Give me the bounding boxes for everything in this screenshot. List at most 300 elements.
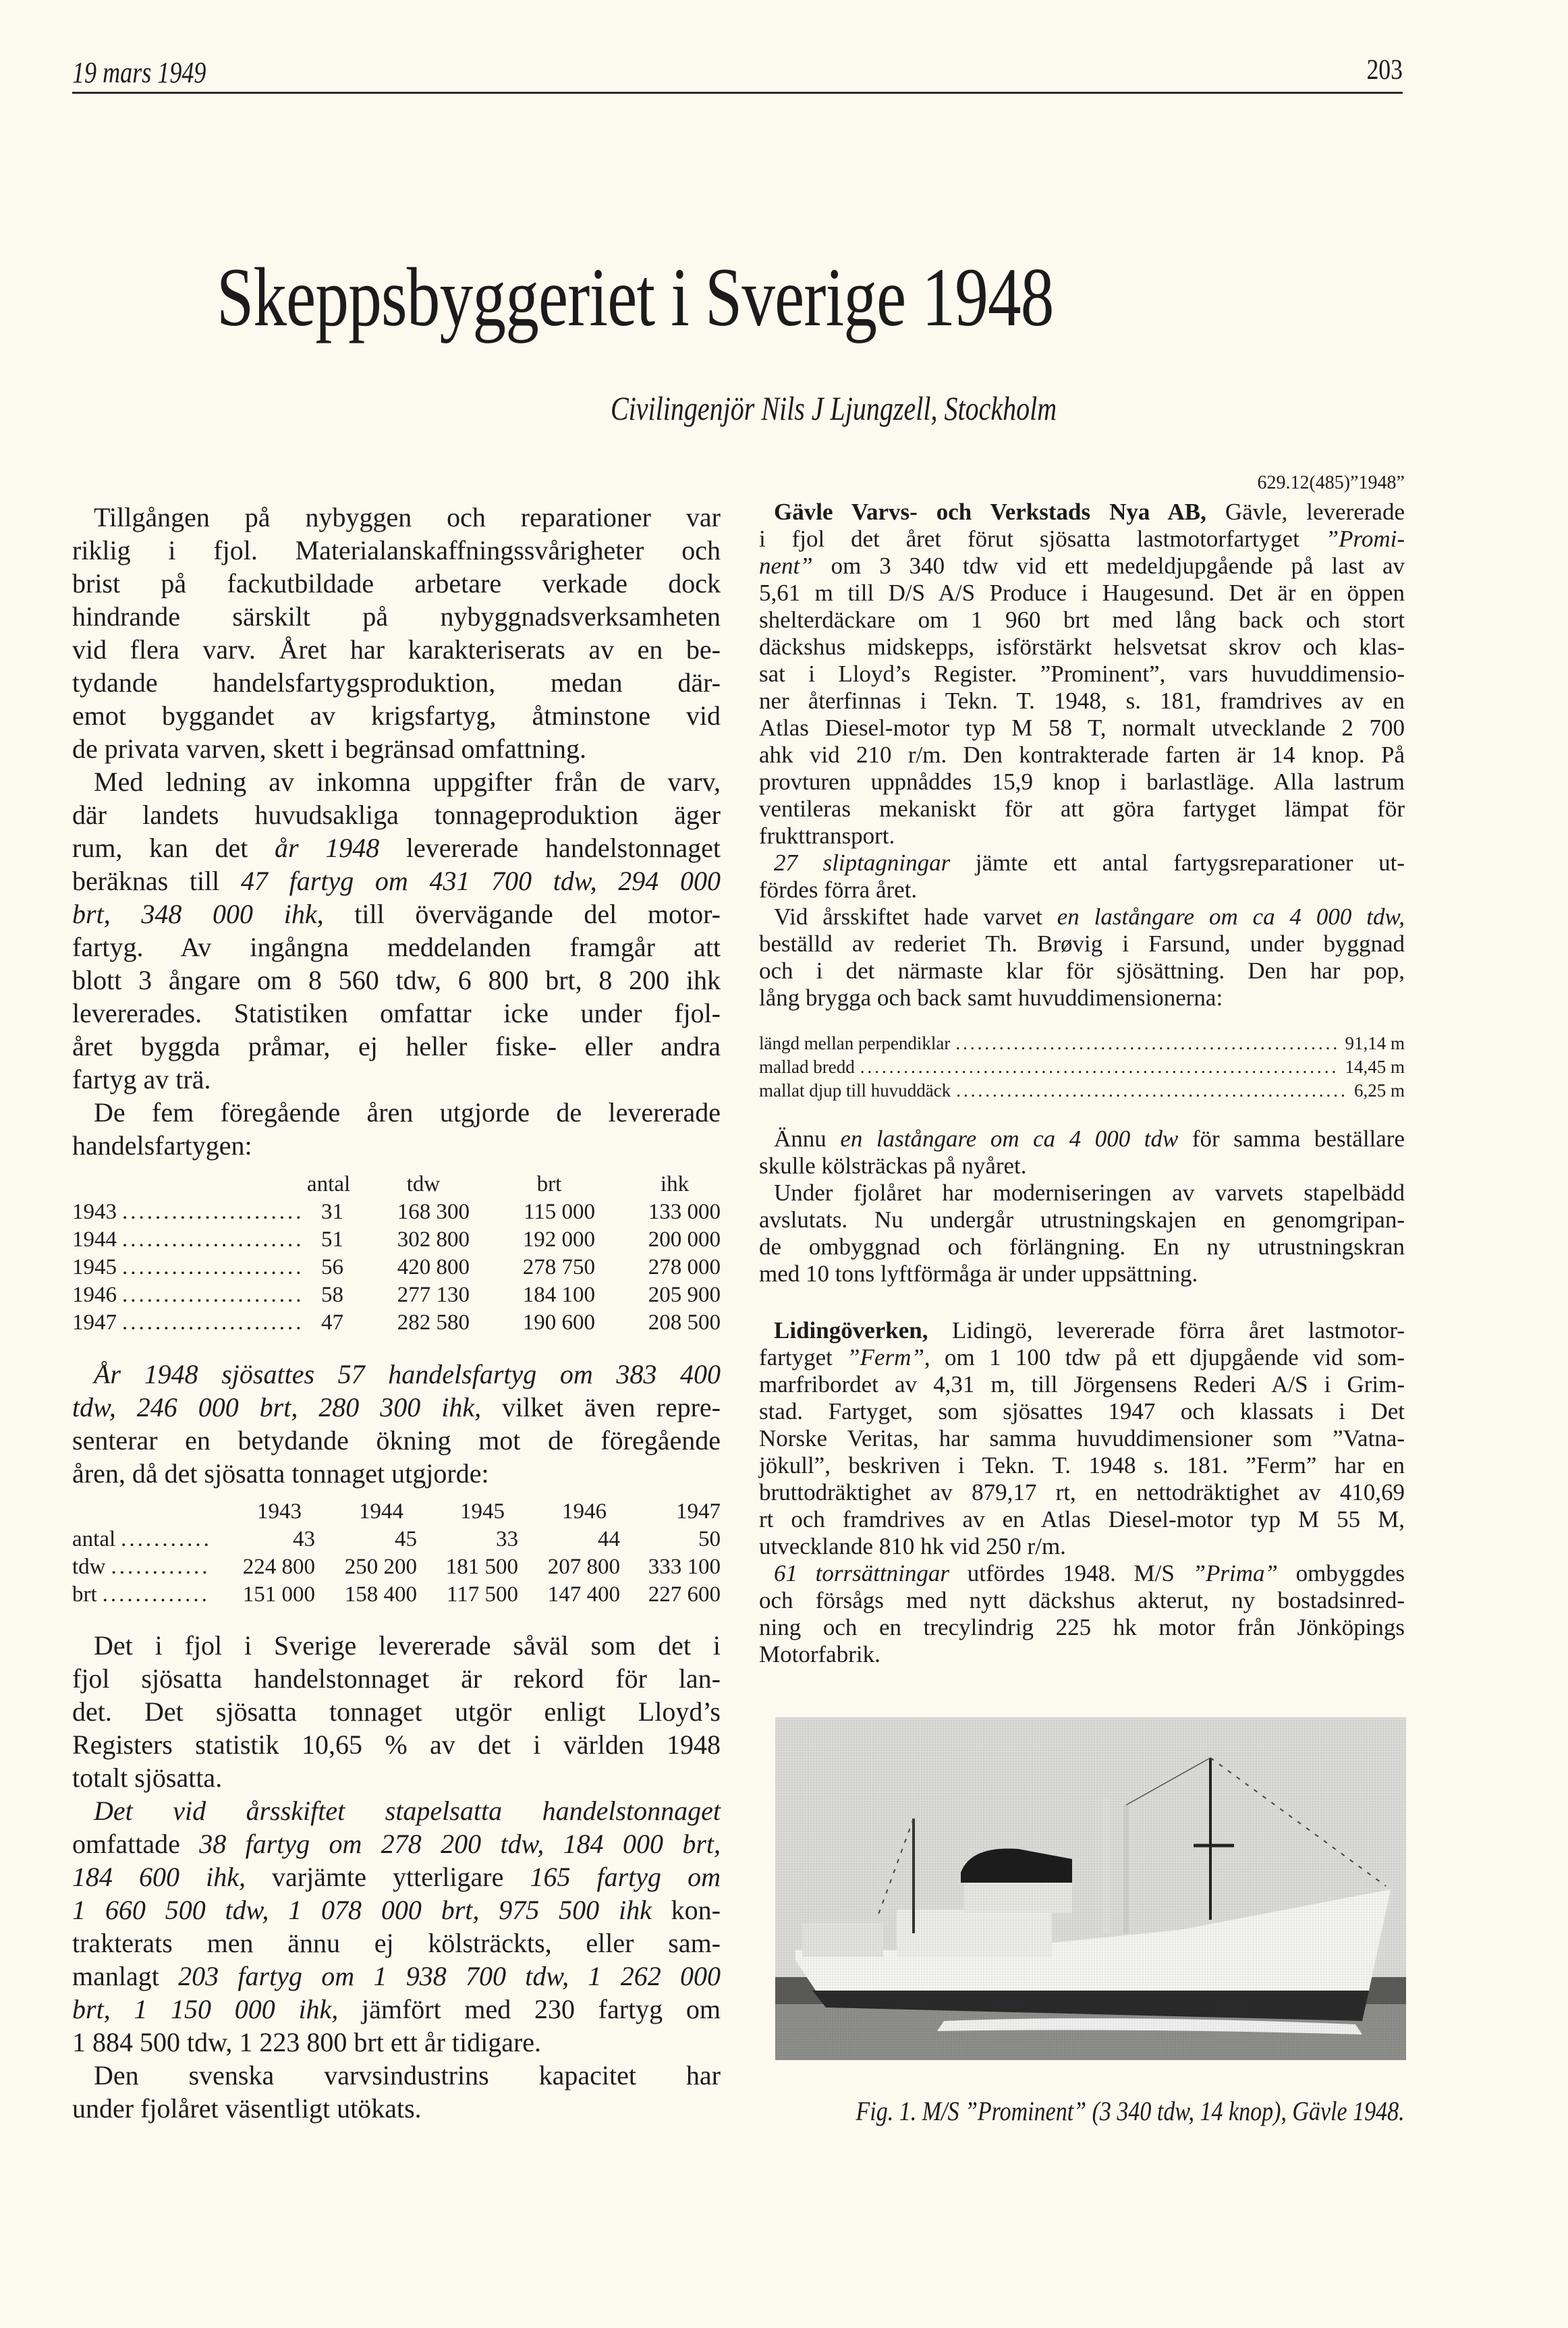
text-run: däckshus midskepps, isförstärkt helsvetsat skrov och klas- <box>759 634 1405 660</box>
dot-leader <box>122 1200 302 1225</box>
text-line <box>72 1030 721 1063</box>
text-run: i fjol det året förut sjösatta lastmotorfartyget <box>759 526 1326 552</box>
text-run: och försågs med nytt däckshus akterut, ny bostadsinred- <box>759 1587 1405 1613</box>
text-run: för samma beställare <box>1178 1126 1405 1152</box>
table-row <box>72 1198 721 1226</box>
text-line <box>72 1695 721 1728</box>
italic-text-run: 61 torrsättningar <box>774 1560 950 1586</box>
text-line <box>759 877 1405 904</box>
text-run: Lidingö, levererade förra året lastmotor- <box>928 1317 1405 1343</box>
value-cell: 44 <box>598 1527 620 1551</box>
paragraph <box>759 499 1405 850</box>
paragraph <box>72 1096 721 1162</box>
text-run: senterar en betydande ökning mot de föregående <box>72 1425 721 1456</box>
text-line <box>759 1126 1405 1153</box>
text-run: det. Det sjösatta tonnaget utgör enligt Lloyd’s <box>72 1696 721 1727</box>
text-run: shelterdäckare om 1 960 brt med lång back och stort <box>759 607 1405 633</box>
text-line <box>72 765 721 798</box>
paragraph <box>72 765 721 1096</box>
right-column-text-2 <box>759 1126 1405 1287</box>
year-label: 1943 <box>72 1200 117 1224</box>
text-run: frukttransport. <box>759 823 895 849</box>
text-run: fördes förra året. <box>759 877 918 903</box>
col-header-year: 1945 <box>460 1499 505 1524</box>
cell-ihk: 133 000 <box>648 1200 721 1224</box>
text-run: Tillgången på nybyggen och reparationer var <box>94 502 721 532</box>
text-run: Med ledning av inkomna uppgifter från de varv, <box>94 767 721 797</box>
article-title: Skeppsbyggeriet i Sverige 1948 <box>217 251 1054 343</box>
label-cell <box>72 1526 214 1553</box>
text-run: ning och en trecylindrig 225 hk motor från Jönköpings <box>759 1614 1405 1640</box>
year-label: 1945 <box>72 1255 117 1279</box>
text-line <box>759 1479 1405 1506</box>
col-header-year: 1946 <box>562 1499 607 1524</box>
italic-text-run: 203 fartyg om 1 938 700 tdw, 1 262 000 <box>178 1961 721 1991</box>
text-run: blott 3 ångare om 8 560 tdw, 6 800 brt, 8 200 ihk <box>72 965 721 995</box>
col-header-ihk: ihk <box>660 1172 690 1196</box>
year-leader <box>72 1200 307 1225</box>
text-line <box>759 1317 1405 1344</box>
text-line <box>759 1641 1405 1668</box>
text-run: Ännu <box>774 1126 841 1152</box>
text-run: fartyg. Av ingångna meddelanden framgår att <box>72 932 721 962</box>
text-line <box>759 1587 1405 1614</box>
col-header-antal: antal <box>307 1172 351 1196</box>
text-run: utfördes 1948. M/S <box>949 1560 1193 1586</box>
text-run: bruttodräktighet av 879,17 rt, en nettodräktighet av 410,69 <box>759 1479 1405 1505</box>
bold-company-name: Lidingöverken, <box>774 1317 928 1343</box>
text-run: omfattade <box>72 1829 200 1859</box>
cell-tdw: 420 800 <box>397 1255 470 1279</box>
text-line <box>72 1358 721 1391</box>
text-line <box>759 634 1405 661</box>
col-header-year: 1943 <box>257 1499 302 1524</box>
text-run: fjol sjösatta handelstonnaget är rekord för lan- <box>72 1663 721 1694</box>
text-line <box>759 742 1405 769</box>
text-line <box>759 985 1405 1011</box>
text-line <box>759 1153 1405 1180</box>
italic-text-run: en lastångare om ca 4 000 tdw, <box>1057 904 1405 930</box>
year-leader <box>72 1283 307 1308</box>
empty-header-cell <box>72 1498 214 1526</box>
text-line <box>72 964 721 997</box>
launched-ships-table <box>72 1498 721 1609</box>
text-line <box>759 1560 1405 1587</box>
cell-antal: 56 <box>321 1255 343 1279</box>
dot-leader <box>122 1255 302 1280</box>
italic-text-run: 1 660 500 tdw, 1 078 000 brt, 975 500 ihk <box>72 1895 652 1925</box>
value-cell: 158 400 <box>344 1582 417 1607</box>
cell-brt: 115 000 <box>523 1200 595 1224</box>
paragraph <box>759 1560 1405 1668</box>
col-header-brt: brt <box>536 1172 562 1196</box>
text-run: provturen uppnåddes 15,9 knop i barlastläge. Alla lastrum <box>759 769 1405 795</box>
text-line <box>72 666 721 699</box>
dot-leader <box>955 1032 1339 1055</box>
dot-leader <box>121 1527 208 1552</box>
year-cell <box>72 1254 307 1281</box>
italic-text-run: år 1948 <box>275 833 380 863</box>
text-run: Gävle, levererade <box>1206 499 1405 525</box>
text-line <box>72 1827 721 1860</box>
table-row <box>72 1553 721 1581</box>
text-run: Den svenska varvsindustrins kapacitet har <box>94 2060 721 2090</box>
text-line <box>72 633 721 666</box>
cell-tdw: 168 300 <box>397 1200 470 1224</box>
dot-leader <box>103 1582 208 1607</box>
cell-ihk: 208 500 <box>648 1310 721 1335</box>
text-line <box>759 1398 1405 1425</box>
italic-text-run: 165 fartyg om <box>530 1862 721 1892</box>
text-run: ombyggdes <box>1277 1560 1405 1586</box>
text-run: jämte ett antal fartygsreparationer ut- <box>950 850 1405 876</box>
delivered-ships-table <box>72 1171 721 1337</box>
text-run: och i det närmaste klar för sjösättning. Den har pop, <box>759 958 1405 984</box>
dimension-row <box>759 1079 1405 1103</box>
value-cell: 50 <box>698 1527 721 1551</box>
italic-text-run: ”Prima” <box>1192 1560 1278 1586</box>
year-label: 1947 <box>72 1310 117 1335</box>
dot-leader <box>956 1079 1349 1103</box>
text-run: trakterats men ännu ej kölsträckts, eller sam- <box>72 1928 721 1958</box>
text-run: jökull”, beskriven i Tekn. T. 1948 s. 181. ”Ferm” har en <box>759 1452 1405 1478</box>
table-header-row <box>72 1498 721 1526</box>
paragraph <box>759 1180 1405 1287</box>
text-line <box>759 931 1405 958</box>
italic-text-run: brt, 1 150 000 ihk, <box>72 1994 339 2024</box>
year-leader <box>72 1227 307 1252</box>
dimension-value: 14,45 m <box>1345 1057 1405 1077</box>
text-line <box>72 600 721 633</box>
text-line <box>759 1614 1405 1641</box>
text-line <box>72 1960 721 1993</box>
text-run: med 10 tons lyftförmåga är under uppsättning. <box>759 1260 1198 1287</box>
text-line <box>72 831 721 864</box>
page-number: 203 <box>1366 55 1403 86</box>
text-line <box>72 2059 721 2092</box>
text-line <box>72 864 721 897</box>
cell-antal: 58 <box>321 1283 343 1307</box>
text-run: de ombyggnad och förlängning. En ny utrustningskran <box>759 1234 1405 1260</box>
row-label: antal <box>72 1527 116 1551</box>
value-cell: 147 400 <box>547 1582 620 1607</box>
value-cell: 207 800 <box>547 1555 620 1579</box>
text-run: manlagt <box>72 1961 179 1991</box>
dimension-row <box>759 1055 1405 1079</box>
text-run: skulle kölsträckas på nyåret. <box>759 1153 1027 1179</box>
text-line <box>72 1927 721 1960</box>
text-run: emot byggandet av krigsfartyg, åtminstone vid <box>72 700 721 731</box>
table-row <box>72 1309 721 1337</box>
year-cell <box>72 1226 307 1254</box>
text-line <box>759 796 1405 823</box>
year-leader <box>72 1255 307 1280</box>
text-run: De fem föregående åren utgjorde de levererade <box>94 1097 721 1128</box>
year-cell <box>72 1281 307 1309</box>
text-run: Vid årsskiftet hade varvet <box>774 904 1057 930</box>
dot-leader <box>111 1555 209 1580</box>
right-column-text-1 <box>759 499 1405 1011</box>
text-line <box>759 958 1405 985</box>
label-leader <box>72 1555 214 1580</box>
right-column-text-3 <box>759 1317 1405 1668</box>
text-line <box>759 1452 1405 1479</box>
text-line <box>759 904 1405 931</box>
text-line <box>72 2026 721 2059</box>
text-run: tydande handelsfartygsproduktion, medan där- <box>72 667 721 698</box>
text-run: handelsfartygen: <box>72 1130 252 1161</box>
year-label: 1944 <box>72 1227 117 1252</box>
table-row <box>72 1254 721 1281</box>
text-line <box>72 1860 721 1893</box>
article-byline: Civilingenjör Nils J Ljungzell, Stockholm <box>611 389 1057 427</box>
table-row <box>72 1526 721 1553</box>
dot-leader <box>122 1310 302 1335</box>
table-header-row <box>72 1171 721 1198</box>
text-run: totalt sjösatta. <box>72 1763 223 1793</box>
main-dimensions-list <box>759 1032 1405 1103</box>
running-header-date: 19 mars 1949 <box>72 56 206 89</box>
paragraph <box>72 2059 721 2125</box>
cell-ihk: 278 000 <box>648 1255 721 1279</box>
dot-leader <box>122 1283 302 1308</box>
text-line <box>759 823 1405 850</box>
text-run: ventileras mekaniskt för att göra fartyget lämpat för <box>759 796 1405 822</box>
text-run: jämfört med 230 fartyg om <box>338 1994 721 2024</box>
col-header-year: 1944 <box>359 1499 403 1524</box>
dimension-label: mallat djup till huvuddäck <box>759 1080 951 1101</box>
value-cell: 117 500 <box>446 1582 518 1607</box>
bold-company-name: Gävle Varvs- och Verkstads Nya AB, <box>774 499 1206 525</box>
italic-text-run: År 1948 sjösattes 57 handelsfartyg om 383 400 <box>94 1359 721 1389</box>
table-row <box>72 1581 721 1609</box>
year-cell <box>72 1309 307 1337</box>
italic-text-run: en lastångare om ca 4 000 tdw <box>840 1126 1179 1152</box>
text-run: året byggda pråmar, ej heller fiske- eller andra <box>72 1031 721 1061</box>
cell-ihk: 200 000 <box>648 1227 721 1252</box>
italic-text-run: nent” <box>759 553 813 579</box>
text-line <box>72 1063 721 1096</box>
text-line <box>72 1629 721 1662</box>
italic-text-run: ”Promi- <box>1325 526 1405 552</box>
dimension-row <box>759 1032 1405 1055</box>
dimension-value: 91,14 m <box>1345 1033 1405 1053</box>
text-line <box>72 1728 721 1761</box>
text-line <box>759 850 1405 877</box>
text-line <box>759 1234 1405 1260</box>
cell-brt: 190 600 <box>522 1310 595 1335</box>
italic-text-run: 47 fartyg om 431 700 tdw, 294 000 <box>240 866 721 896</box>
text-run: Atlas Diesel-motor typ M 58 T, normalt utvecklande 2 700 <box>759 715 1405 741</box>
left-column-text-3 <box>72 1629 721 2125</box>
dimension-label: mallad bredd <box>759 1057 855 1077</box>
text-line <box>759 688 1405 715</box>
text-run: levererade handelstonnaget <box>379 833 721 863</box>
text-line <box>72 1129 721 1162</box>
col-header-year: 1947 <box>676 1499 721 1524</box>
value-cell: 181 500 <box>445 1555 518 1579</box>
text-run: de privata varven, skett i begränsad omfattning. <box>72 733 586 764</box>
dimension-value: 6,25 m <box>1353 1080 1405 1101</box>
dot-leader <box>860 1055 1340 1079</box>
empty-header-cell <box>72 1171 307 1198</box>
paragraph <box>759 1317 1405 1560</box>
text-line <box>72 732 721 765</box>
italic-text-run: 184 600 ihk, <box>72 1862 246 1892</box>
text-line <box>759 1425 1405 1452</box>
col-header-tdw: tdw <box>406 1172 441 1196</box>
text-run: lång brygga och back samt huvuddimensionerna: <box>759 985 1223 1011</box>
text-line <box>759 1344 1405 1371</box>
paragraph <box>72 501 721 765</box>
ship-photo <box>775 1717 1406 2060</box>
text-line <box>72 1794 721 1827</box>
text-line <box>759 1506 1405 1533</box>
label-cell <box>72 1581 214 1609</box>
text-run: riklig i fjol. Materialanskaffningssvårigheter och <box>72 535 721 565</box>
text-line <box>759 715 1405 742</box>
text-line <box>72 931 721 964</box>
text-line <box>72 997 721 1030</box>
italic-text-run: brt, 348 000 ihk, <box>72 899 324 929</box>
paragraph <box>759 850 1405 904</box>
text-line <box>72 1662 721 1695</box>
cell-tdw: 282 580 <box>397 1310 470 1335</box>
text-line <box>72 798 721 831</box>
text-run: utvecklande 810 hk vid 250 r/m. <box>759 1533 1066 1559</box>
table-row <box>72 1226 721 1254</box>
value-cell: 43 <box>293 1527 315 1551</box>
text-line <box>72 897 721 931</box>
text-line <box>759 607 1405 634</box>
text-run: om 3 340 tdw vid ett medeldjupgående på last av <box>812 553 1405 579</box>
text-run: marfribordet av 4,31 m, till Jörgensens Rederi A/S i Grim- <box>759 1371 1405 1397</box>
left-column-text-1 <box>72 501 721 1162</box>
label-cell <box>72 1553 214 1581</box>
text-run: åren, då det sjösatta tonnaget utgjorde: <box>72 1458 489 1489</box>
cell-antal: 51 <box>321 1227 343 1252</box>
text-run: levererades. Statistiken omfattar icke under fjol- <box>72 998 721 1028</box>
label-leader <box>72 1527 214 1552</box>
paragraph <box>759 1126 1405 1180</box>
paragraph <box>759 904 1405 1011</box>
dot-leader <box>122 1227 302 1252</box>
text-run: varjämte ytterligare <box>245 1862 530 1892</box>
text-run: Norske Veritas, har samma huvuddimensioner som ”Vatna- <box>759 1425 1405 1451</box>
text-line <box>72 1096 721 1129</box>
cell-tdw: 302 800 <box>397 1227 470 1252</box>
text-line <box>759 580 1405 607</box>
italic-text-run: Det vid årsskiftet stapelsatta handelstonnaget <box>94 1796 721 1826</box>
row-label: tdw <box>72 1555 106 1579</box>
text-run: till övervägande del motor- <box>323 899 721 929</box>
text-line <box>759 526 1405 553</box>
text-run: ner återfinnas i Tekn. T. 1948, s. 181, framdrives av en <box>759 688 1405 714</box>
text-run: 5,61 m till D/S A/S Produce i Haugesund. Det är en öppen <box>759 580 1405 606</box>
text-run: rum, kan det <box>72 833 275 863</box>
text-line <box>72 699 721 732</box>
text-run: brist på fackutbildade arbetare verkade dock <box>72 568 721 599</box>
year-leader <box>72 1310 307 1335</box>
value-cell: 250 200 <box>344 1555 417 1579</box>
text-run: hindrande särskilt på nybyggnadsverksamheten <box>72 601 721 632</box>
italic-text-run: ”Ferm” <box>847 1344 924 1370</box>
text-line <box>72 1993 721 2026</box>
text-line <box>72 501 721 534</box>
text-run: Motorfabrik. <box>759 1641 880 1667</box>
paragraph <box>72 1358 721 1490</box>
text-line <box>759 1180 1405 1207</box>
text-run: , om 1 100 tdw på ett djupgående vid som- <box>924 1344 1405 1370</box>
cell-brt: 192 000 <box>522 1227 595 1252</box>
table-row <box>72 1281 721 1309</box>
text-line <box>759 1533 1405 1560</box>
text-line <box>759 661 1405 688</box>
row-label: brt <box>72 1582 97 1607</box>
cell-brt: 278 750 <box>522 1255 595 1279</box>
text-run: under fjolåret väsentligt utökats. <box>72 2093 422 2124</box>
text-run: sat i Lloyd’s Register. ”Prominent”, vars huvuddimensio- <box>759 661 1405 687</box>
text-line <box>72 1893 721 1927</box>
cell-ihk: 205 900 <box>648 1283 721 1307</box>
text-line <box>72 534 721 567</box>
cell-antal: 31 <box>321 1200 343 1224</box>
text-run: stad. Fartyget, som sjösattes 1947 och klassats i Det <box>759 1398 1405 1424</box>
value-cell: 33 <box>496 1527 518 1551</box>
text-line <box>72 567 721 600</box>
text-line <box>759 499 1405 526</box>
text-run: kon- <box>651 1895 721 1925</box>
udc-classification-code: 629.12(485)”1948” <box>1257 472 1405 493</box>
text-run: där landets huvudsakliga tonnageproduktion äger <box>72 800 721 830</box>
left-column-text-2 <box>72 1358 721 1490</box>
text-run: ahk vid 210 r/m. Den kontrakterade farten är 14 knop. På <box>759 742 1405 768</box>
text-run: beräknas till <box>72 866 241 896</box>
text-run: rt och framdrives av en Atlas Diesel-motor typ M 55 M, <box>759 1506 1405 1532</box>
text-run: Registers statistik 10,65 % av det i världen 1948 <box>72 1729 721 1760</box>
text-line <box>759 769 1405 796</box>
text-line <box>759 1371 1405 1398</box>
italic-text-run: 38 fartyg om 278 200 tdw, 184 000 brt, <box>199 1829 721 1859</box>
text-line <box>72 1457 721 1490</box>
text-run: Det i fjol i Sverige levererade såväl som det i <box>94 1630 721 1661</box>
value-cell: 45 <box>395 1527 417 1551</box>
text-line <box>72 1391 721 1424</box>
text-line <box>759 553 1405 580</box>
value-cell: 333 100 <box>648 1555 721 1579</box>
dimension-label: längd mellan perpendiklar <box>759 1033 951 1053</box>
value-cell: 224 800 <box>242 1555 315 1579</box>
text-run: vid flera varv. Året har karakteriserats av en be- <box>72 634 721 665</box>
text-line <box>72 1424 721 1457</box>
text-run: beställd av rederiet Th. Brøvig i Farsund, under byggnad <box>759 931 1405 957</box>
text-line <box>759 1207 1405 1234</box>
text-run: vilket även repre- <box>481 1392 721 1422</box>
text-line <box>72 2092 721 2125</box>
cell-antal: 47 <box>321 1310 343 1335</box>
text-run: fartyg av trä. <box>72 1064 211 1094</box>
paragraph <box>72 1629 721 1794</box>
label-leader <box>72 1582 214 1607</box>
text-run: fartyget <box>759 1344 847 1370</box>
italic-text-run: 27 sliptagningar <box>774 850 951 876</box>
year-label: 1946 <box>72 1283 117 1307</box>
figure-caption: Fig. 1. M/S ”Prominent” (3 340 tdw, 14 knop), Gävle 1948. <box>856 2096 1405 2126</box>
paragraph <box>72 1794 721 2059</box>
value-cell: 227 600 <box>648 1582 721 1607</box>
value-cell: 151 000 <box>242 1582 315 1607</box>
italic-text-run: tdw, 246 000 brt, 280 300 ihk, <box>72 1392 482 1422</box>
